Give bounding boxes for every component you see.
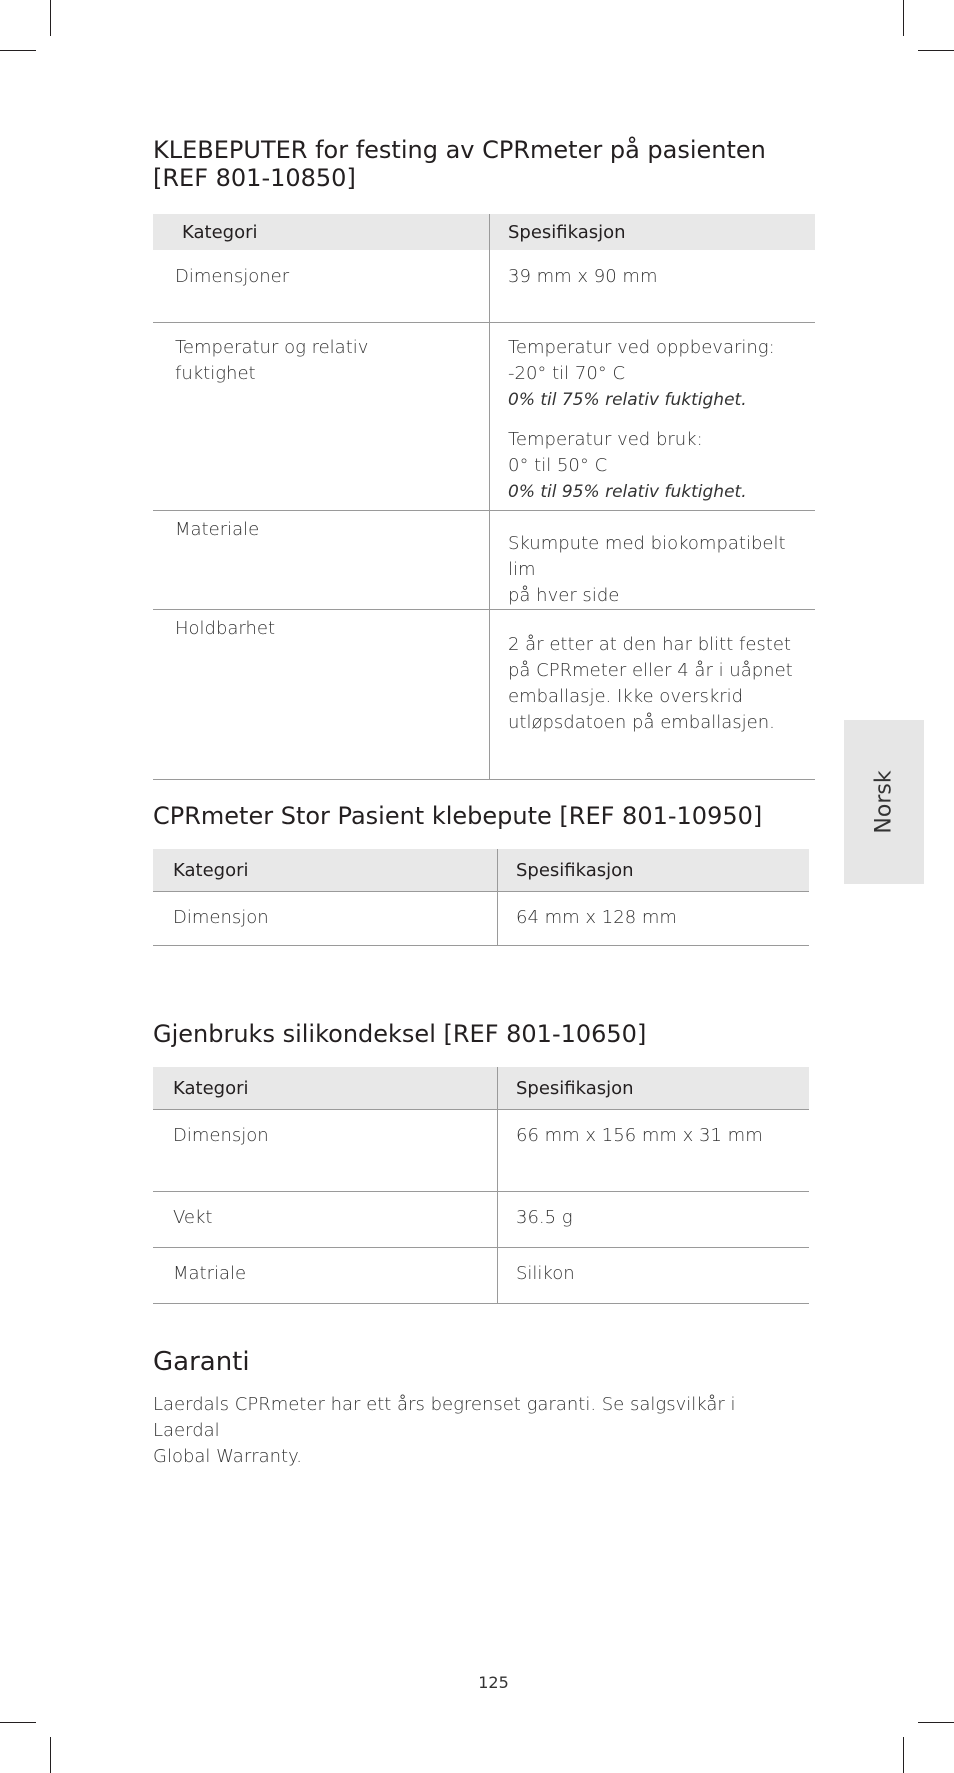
row-category: Materiale: [175, 519, 260, 540]
table-row: [153, 250, 815, 323]
spec-table-klebeputer: [153, 214, 815, 780]
storage-label: Temperatur ved oppbevaring:: [508, 337, 775, 358]
crop-mark: [50, 0, 51, 36]
row-spec: 36.5 g: [516, 1207, 573, 1228]
section-title-silikondeksel: Gjenbruks silikondeksel [REF 801-10650]: [153, 1020, 647, 1048]
header-spesifikasjon: Spesifikasjon: [490, 214, 816, 250]
header-kategori: Kategori: [153, 214, 490, 250]
language-tab: [844, 720, 924, 884]
storage-range: -20° til 70° C: [508, 363, 626, 384]
title-line: [REF 801-10850]: [153, 164, 356, 192]
row-spec: på CPRmeter eller 4 år i uåpnet: [508, 660, 793, 681]
warranty-title: Garanti: [153, 1347, 250, 1377]
row-category: Temperatur og relativ: [175, 337, 369, 358]
row-spec: utløpsdatoen på emballasjen.: [508, 712, 775, 733]
page-number: 125: [478, 1673, 509, 1692]
warranty-line: Global Warranty.: [153, 1446, 302, 1467]
crop-mark: [918, 1722, 954, 1723]
row-spec: emballasje. Ikke overskrid: [508, 686, 744, 707]
header-kategori: Kategori: [153, 849, 498, 892]
row-spec: 39 mm x 90 mm: [508, 266, 658, 287]
table-row: [153, 1110, 809, 1192]
title-line: KLEBEPUTER for festing av CPRmeter på pasienten: [153, 136, 766, 164]
use-humidity: 0% til 95% relativ fuktighet.: [508, 482, 747, 502]
table-row: [153, 892, 809, 946]
row-category: Vekt: [173, 1207, 213, 1228]
crop-mark: [903, 0, 904, 36]
table-row: [153, 323, 815, 511]
language-tab-label: Norsk: [871, 770, 897, 834]
table-header-row: [153, 214, 815, 250]
row-spec: på hver side: [508, 585, 620, 606]
row-spec: Skumpute med biokompatibelt lim: [508, 533, 786, 580]
section-title-stor-pasient: CPRmeter Stor Pasient klebepute [REF 801-10950]: [153, 802, 763, 830]
warranty-text: [153, 1392, 793, 1470]
crop-mark: [918, 50, 954, 51]
header-spesifikasjon: Spesifikasjon: [498, 1067, 810, 1110]
table-row: [153, 610, 815, 780]
use-range: 0° til 50° C: [508, 455, 608, 476]
table-row: [153, 1248, 809, 1304]
table-row: [153, 511, 815, 610]
storage-humidity: 0% til 75% relativ fuktighet.: [508, 390, 747, 410]
row-category: Dimensjon: [173, 907, 269, 928]
warranty-line: Laerdals CPRmeter har ett års begrenset garanti. Se salgsvilkår i Laerdal: [153, 1394, 736, 1441]
crop-mark: [903, 1737, 904, 1773]
section-title-klebeputer: [153, 136, 766, 192]
row-category: Holdbarhet: [175, 618, 276, 639]
crop-mark: [50, 1737, 51, 1773]
row-spec: 64 mm x 128 mm: [516, 907, 677, 928]
header-kategori: Kategori: [153, 1067, 498, 1110]
crop-mark: [0, 50, 36, 51]
row-category: Dimensjon: [173, 1125, 269, 1146]
table-header-row: [153, 1067, 809, 1110]
row-spec: Silikon: [516, 1263, 575, 1284]
use-label: Temperatur ved bruk:: [508, 429, 703, 450]
header-spesifikasjon: Spesifikasjon: [498, 849, 810, 892]
row-category: Matriale: [173, 1263, 247, 1284]
row-category: Dimensjoner: [175, 266, 290, 287]
table-row: [153, 1192, 809, 1248]
spec-table-silikondeksel: [153, 1067, 809, 1304]
spec-table-stor-pasient: [153, 849, 809, 946]
row-category: fuktighet: [175, 363, 256, 384]
crop-mark: [0, 1722, 36, 1723]
row-spec: 66 mm x 156 mm x 31 mm: [516, 1125, 763, 1146]
row-spec: 2 år etter at den har blitt festet: [508, 634, 791, 655]
table-header-row: [153, 849, 809, 892]
